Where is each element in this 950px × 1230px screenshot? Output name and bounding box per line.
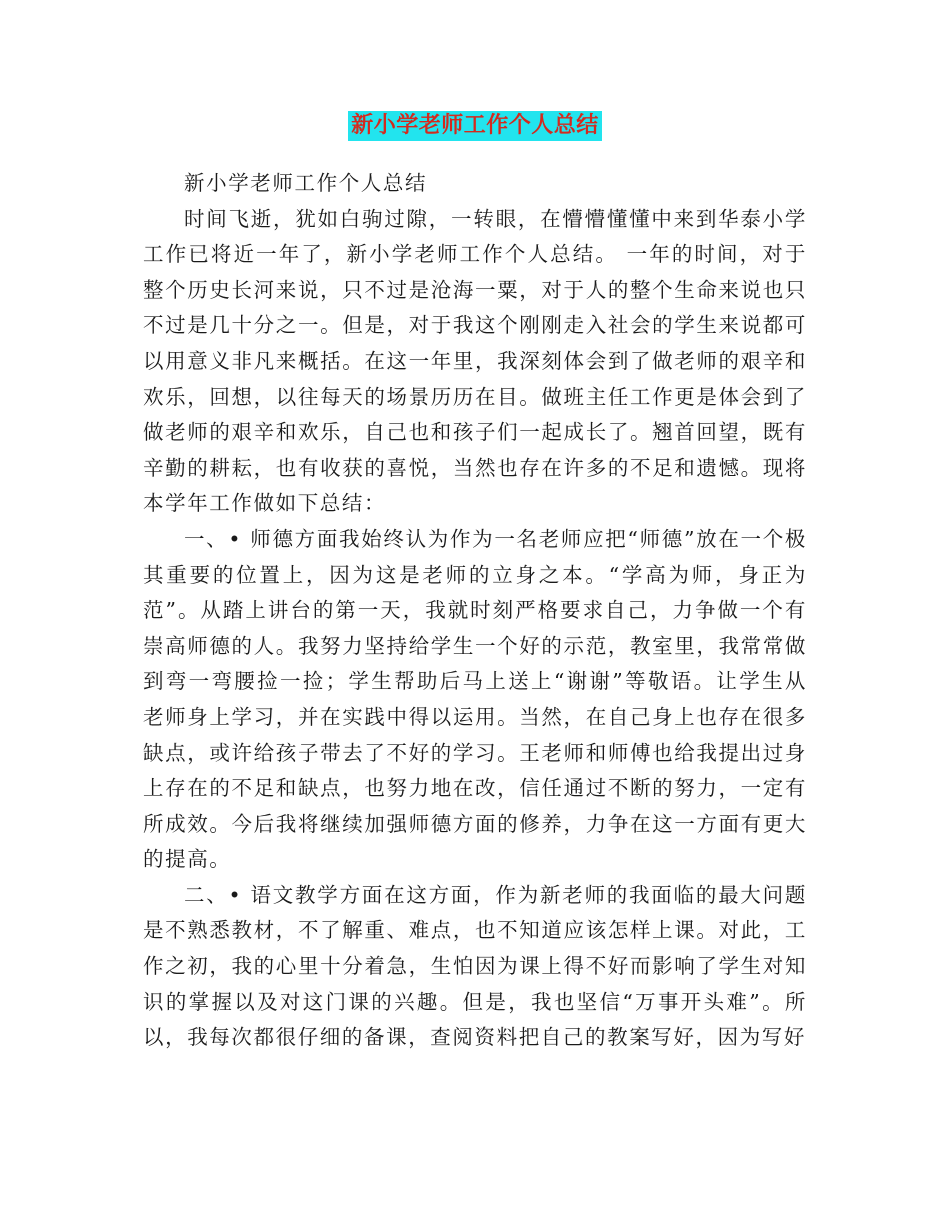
section-chinese-teaching-paragraph: 二、• 语文教学方面在这方面，作为新老师的我面临的最大问题是不熟悉教材，不了解重、难点，也不知道应该怎样上课。对此，工作之初，我的心里十分着急，生怕因为课上得不好而影响了学生对知识的掌握以及对这门课的兴趣。但是，我也坚信“万事开头难”。所以，我每次都很仔细的备课，查阅资料把自己的教案写好，因为写好 bbox=[143, 882, 807, 1050]
document-body bbox=[143, 166, 807, 1056]
title-area bbox=[0, 111, 950, 141]
section-ethics-paragraph: 一、• 师德方面我始终认为作为一名老师应把“师德”放在一个极其重要的位置上，因为这是老师的立身之本。“学高为师，身正为范”。从踏上讲台的第一天，我就时刻严格要求自己，力争做一个有崇高师德的人。我努力坚持给学生一个好的示范，教室里，我常常做到弯一弯腰捡一捡；学生帮助后马上送上“谢谢”等敬语。让学生从老师身上学习，并在实践中得以运用。当然，在自己身上也存在很多缺点，或许给孩子带去了不好的学习。王老师和师傅也给我提出过身上存在的不足和缺点，也努力地在改，信任通过不断的努力，一定有所成效。今后我将继续加强师德方面的修养，力争在这一方面有更大的提高。 bbox=[143, 526, 807, 872]
intro-paragraph: 时间飞逝，犹如白驹过隙，一转眼，在懵懵懂懂中来到华泰小学工作已将近一年了，新小学老师工作个人总结。 一年的时间，对于整个历史长河来说，只不过是沧海一粟，对于人的整个生命来说也只不过是几十分之一。但是，对于我这个刚刚走入社会的学生来说都可以用意义非凡来概括。在这一年里，我深刻体会到了做老师的艰辛和欢乐，回想，以往每天的场景历历在目。做班主任工作更是体会到了做老师的艰辛和欢乐，自己也和孩子们一起成长了。翘首回望，既有辛勤的耕耘，也有收获的喜悦，当然也存在许多的不足和遗憾。现将本学年工作做如下总结： bbox=[143, 206, 807, 516]
document-title: 新小学老师工作个人总结 bbox=[348, 111, 602, 141]
subtitle-paragraph: 新小学老师工作个人总结 bbox=[184, 171, 428, 195]
